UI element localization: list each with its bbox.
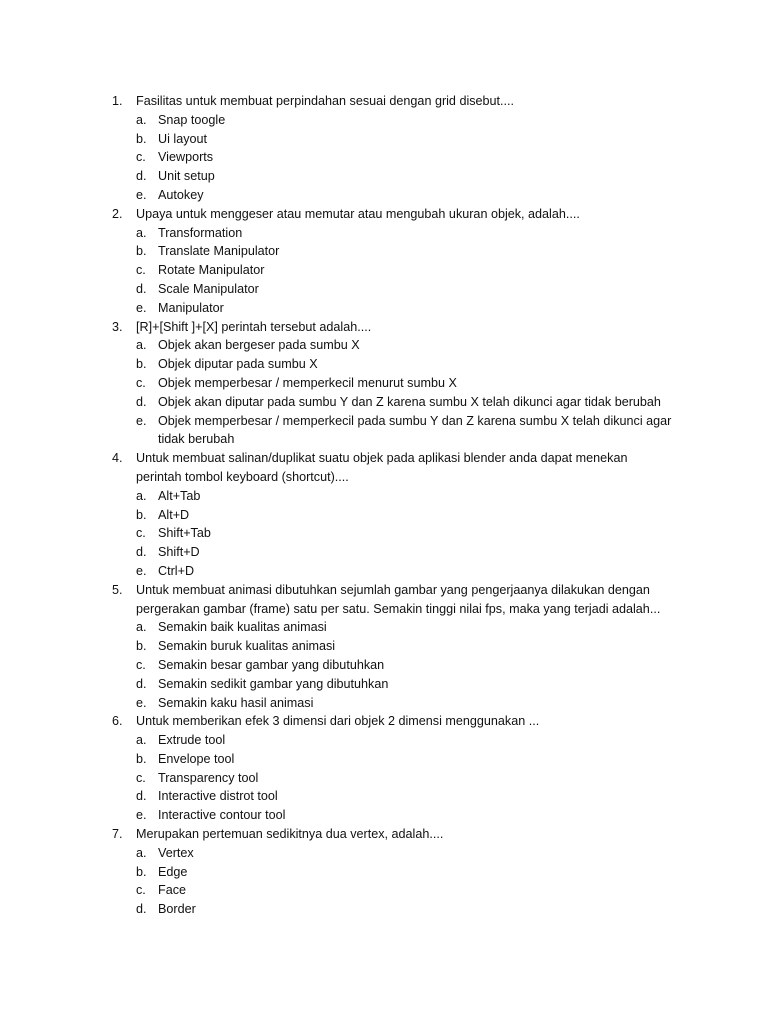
option-text: Alt+Tab [158, 488, 201, 503]
option-row [0, 844, 768, 863]
option-letter: e. [136, 695, 147, 710]
option-text: Extrude tool [158, 733, 226, 748]
option-letter: e. [136, 300, 147, 315]
option-text: Semakin kaku hasil animasi [158, 695, 314, 710]
option-letter: c. [136, 150, 146, 165]
option-row [0, 111, 768, 130]
question-6 [0, 712, 768, 825]
option-row [0, 900, 768, 919]
option-row [0, 543, 768, 562]
question-text: Upaya untuk menggeser atau memutar atau mengubah ukuran objek, adalah.... [136, 206, 580, 221]
option-row [0, 656, 768, 675]
question-row [0, 712, 768, 731]
option-text: Semakin sedikit gambar yang dibutuhkan [158, 676, 389, 691]
option-letter: b. [136, 751, 147, 766]
option-letter: c. [136, 375, 146, 390]
option-text: Edge [158, 864, 188, 879]
option-text: Rotate Manipulator [158, 263, 265, 278]
option-letter: c. [136, 526, 146, 541]
option-row [0, 694, 768, 713]
option-text: Viewports [158, 150, 214, 165]
option-text: Interactive distrot tool [158, 789, 278, 804]
option-row [0, 355, 768, 374]
question-text: [R]+[Shift ]+[X] perintah tersebut adalah.... [136, 319, 372, 334]
option-letter: a. [136, 488, 147, 503]
option-letter: a. [136, 620, 147, 635]
option-text: Ui layout [158, 131, 207, 146]
option-letter: b. [136, 131, 147, 146]
option-text: Shift+Tab [158, 526, 211, 541]
option-row [0, 787, 768, 806]
option-row [0, 637, 768, 656]
option-row [0, 806, 768, 825]
question-text: Untuk membuat animasi dibutuhkan sejumlah gambar yang pengerjaanya dilakukan dengan pergerakan gambar (frame) satu per satu. Semakin tinggi nilai fps, maka yang terjadi adalah... [136, 582, 661, 616]
option-row [0, 769, 768, 788]
option-row [0, 562, 768, 581]
option-row [0, 130, 768, 149]
question-text: Fasilitas untuk membuat perpindahan sesuai dengan grid disebut.... [136, 94, 515, 108]
question-number: 6. [112, 714, 123, 729]
question-row [0, 205, 768, 224]
option-letter: d. [136, 281, 147, 296]
option-letter: b. [136, 864, 147, 879]
option-row [0, 167, 768, 186]
question-5 [0, 581, 768, 713]
question-text: Merupakan pertemuan sedikitnya dua vertex, adalah.... [136, 827, 444, 842]
option-letter: c. [136, 770, 146, 785]
option-row [0, 863, 768, 882]
question-text: Untuk memberikan efek 3 dimensi dari objek 2 dimensi menggunakan ... [136, 714, 540, 729]
option-letter: e. [136, 187, 147, 202]
option-row [0, 675, 768, 694]
question-number: 2. [112, 206, 123, 221]
option-letter: a. [136, 225, 147, 240]
question-row [0, 449, 768, 487]
option-row [0, 731, 768, 750]
option-text: Interactive contour tool [158, 808, 286, 823]
option-text: Vertex [158, 845, 194, 860]
question-number: 4. [112, 451, 123, 466]
option-text: Envelope tool [158, 751, 235, 766]
option-letter: e. [136, 563, 147, 578]
option-text: Objek akan bergeser pada sumbu X [158, 338, 360, 353]
question-2 [0, 205, 768, 318]
option-row [0, 242, 768, 261]
option-text: Transparency tool [158, 770, 259, 785]
option-letter: b. [136, 639, 147, 654]
option-letter: d. [136, 902, 147, 917]
option-text: Shift+D [158, 545, 200, 560]
option-letter: a. [136, 112, 147, 127]
option-row [0, 261, 768, 280]
option-row [0, 393, 768, 412]
question-row [0, 318, 768, 337]
question-number: 1. [112, 94, 123, 108]
option-letter: e. [136, 808, 147, 823]
option-row [0, 881, 768, 900]
question-1 [0, 92, 768, 205]
option-row [0, 412, 768, 450]
option-text: Objek memperbesar / memperkecil menurut sumbu X [158, 375, 457, 390]
option-text: Semakin besar gambar yang dibutuhkan [158, 657, 385, 672]
question-number: 3. [112, 319, 123, 334]
option-text: Semakin buruk kualitas animasi [158, 639, 336, 654]
option-row [0, 148, 768, 167]
option-text: Autokey [158, 187, 204, 202]
option-text: Semakin baik kualitas animasi [158, 620, 327, 635]
option-text: Manipulator [158, 300, 224, 315]
option-letter: c. [136, 263, 146, 278]
option-row [0, 186, 768, 205]
option-text: Border [158, 902, 196, 917]
option-letter: c. [136, 883, 146, 898]
option-row [0, 750, 768, 769]
option-row [0, 299, 768, 318]
option-letter: e. [136, 413, 147, 428]
option-text: Objek memperbesar / memperkecil pada sumbu Y dan Z karena sumbu X telah dikunci agar tidak berubah [158, 413, 672, 447]
document-page [0, 92, 768, 919]
option-row [0, 280, 768, 299]
option-letter: d. [136, 394, 147, 409]
option-row [0, 224, 768, 243]
option-text: Alt+D [158, 507, 190, 522]
option-letter: a. [136, 338, 147, 353]
option-letter: d. [136, 789, 147, 804]
option-text: Objek diputar pada sumbu X [158, 357, 318, 372]
option-letter: b. [136, 357, 147, 372]
option-row [0, 336, 768, 355]
option-row [0, 524, 768, 543]
question-3 [0, 318, 768, 450]
question-number: 5. [112, 582, 123, 597]
question-number: 7. [112, 827, 123, 842]
question-4 [0, 449, 768, 581]
option-letter: b. [136, 507, 147, 522]
option-row [0, 487, 768, 506]
question-row [0, 581, 768, 619]
option-letter: c. [136, 657, 146, 672]
option-text: Ctrl+D [158, 563, 195, 578]
option-text: Objek akan diputar pada sumbu Y dan Z karena sumbu X telah dikunci agar tidak berubah [158, 394, 661, 409]
option-letter: b. [136, 244, 147, 259]
option-text: Translate Manipulator [158, 244, 280, 259]
question-7 [0, 825, 768, 919]
option-text: Unit setup [158, 169, 215, 184]
question-text: Untuk membuat salinan/duplikat suatu objek pada aplikasi blender anda dapat menekan perintah tombol keyboard (shortcut).... [136, 451, 628, 484]
option-letter: a. [136, 845, 147, 860]
option-row [0, 506, 768, 525]
option-letter: d. [136, 545, 147, 560]
option-text: Snap toogle [158, 112, 226, 127]
question-row [0, 92, 768, 111]
option-text: Scale Manipulator [158, 281, 259, 296]
option-text: Transformation [158, 225, 243, 240]
option-row [0, 374, 768, 393]
option-letter: d. [136, 169, 147, 184]
option-row [0, 618, 768, 637]
option-letter: d. [136, 676, 147, 691]
option-letter: a. [136, 733, 147, 748]
question-row [0, 825, 768, 844]
option-text: Face [158, 883, 186, 898]
